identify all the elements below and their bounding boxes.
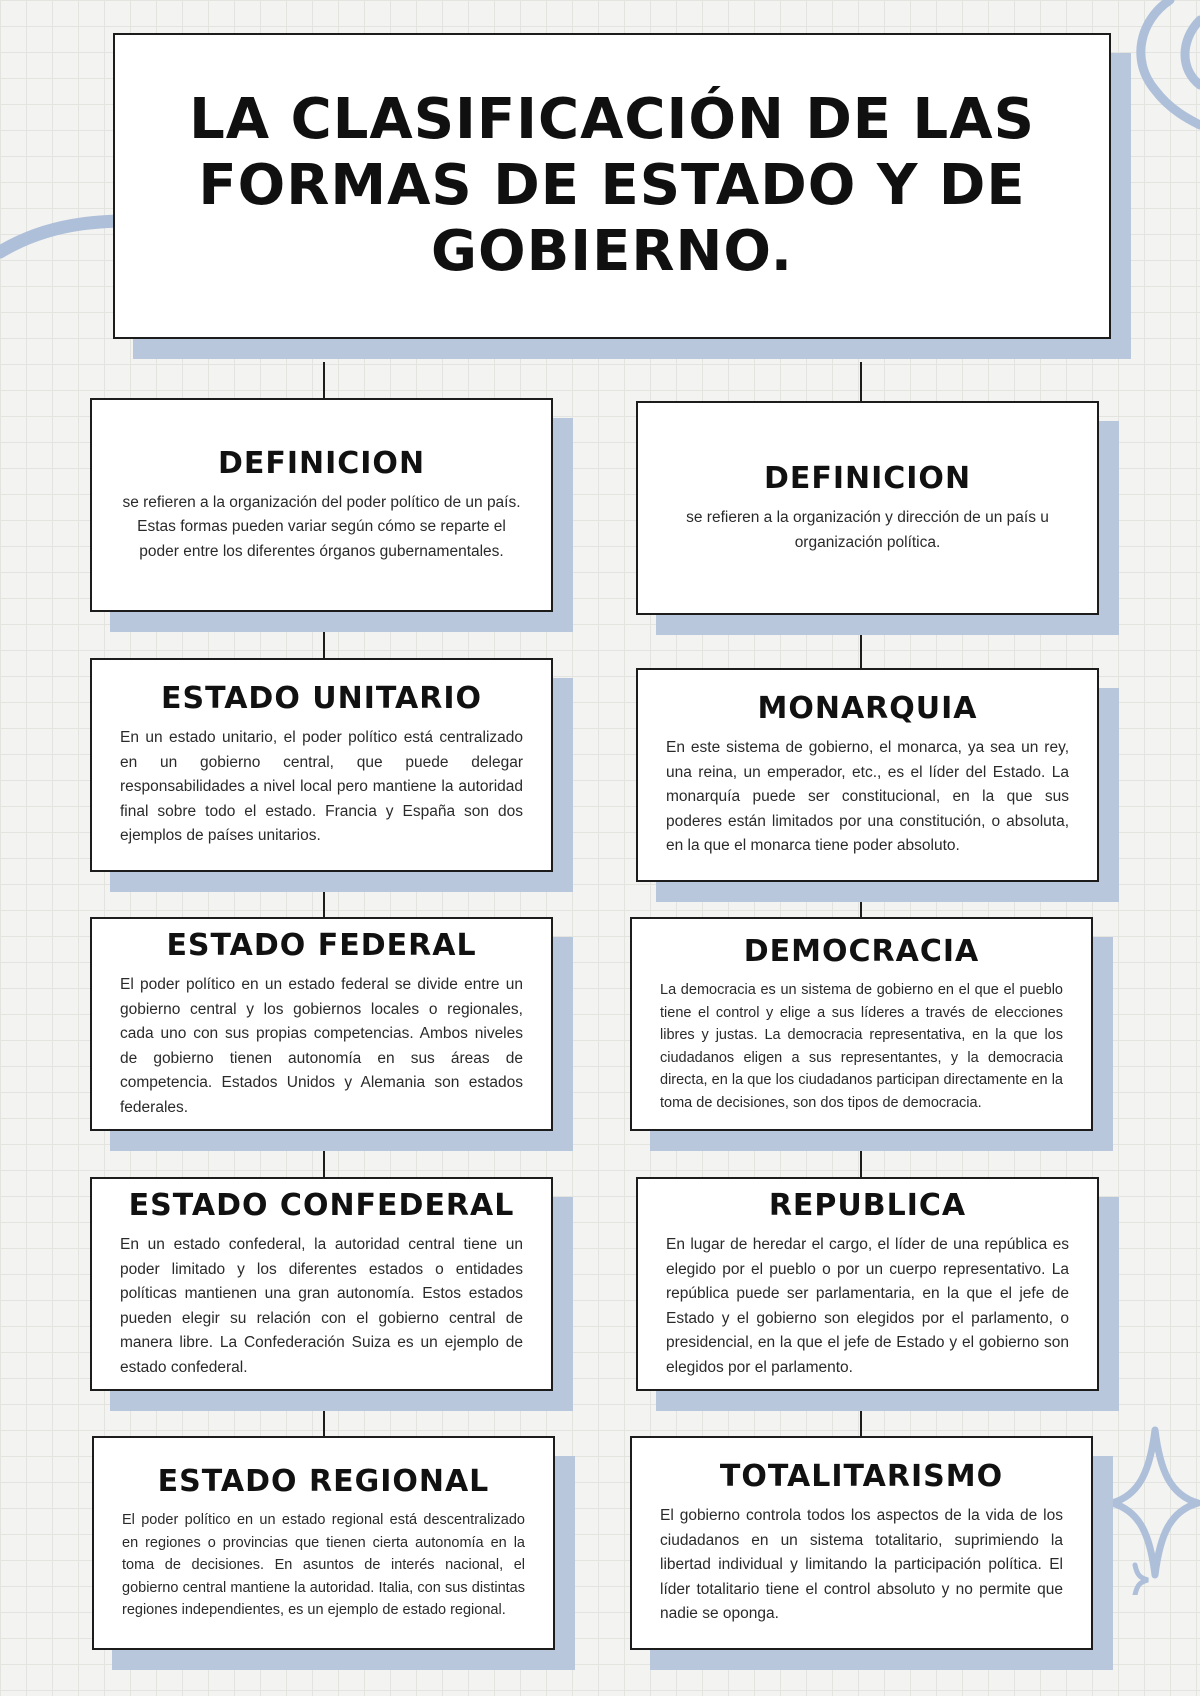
page-title: LA CLASIFICACIÓN DE LAS FORMAS DE ESTADO Y DE GOBIERNO.	[189, 87, 1035, 284]
card-text: En un estado confederal, la autoridad central tiene un poder limitado y los diferentes estados o entidades políticas mantienen una gran autonomía. Estos estados pueden elegir su relación con el gobierno central de manera libre. La Confederación Suiza es un ejemplo de estado confederal.	[120, 1236, 523, 1376]
card-republica	[636, 1177, 1099, 1391]
card-estado-regional	[92, 1436, 555, 1650]
card-text: se refieren a la organización del poder político de un país. Estas formas pueden variar según cómo se reparte el poder entre los diferentes órganos gubernamentales.	[122, 493, 521, 560]
card-text: El poder político en un estado regional está descentralizado en regiones o provincias que tienen cierta autonomía en la toma de decisiones. En asuntos de interés nacional, el gobierno central mantiene la autoridad. Italia, con sus distintas regiones independientes, es un ejemplo de estado regional.	[122, 1512, 525, 1619]
card-heading: DEFINICION	[217, 445, 426, 481]
card-heading: DEFINICION	[763, 461, 972, 496]
card-definicion-gobierno	[636, 401, 1099, 615]
card-heading: ESTADO CONFEDERAL	[128, 1188, 515, 1223]
sparkle-icon	[1110, 1425, 1200, 1595]
card-heading: MONARQUIA	[757, 691, 978, 727]
card-text: La democracia es un sistema de gobierno en el que el pueblo tiene el control y elige a sus líderes a través de elecciones libres y justas. La democracia representativa, en la que los ciudadanos eligen a sus representantes, y la democracia directa, en la que los ciudadanos participan directamente en la toma de decisiones, son dos tipos de democracia.	[660, 982, 1063, 1111]
card-estado-confederal	[90, 1177, 553, 1391]
card-estado-unitario	[90, 658, 553, 872]
card-text: En lugar de heredar el cargo, el líder de una república es elegido por el pueblo o por un cuerpo representativo. La república puede ser parlamentaria, en la que el jefe de Estado y el gobierno son elegidos por el parlamento, o presidencial, en la que el jefe de Estado y el gobierno son elegidos por el parlamento.	[666, 1236, 1069, 1376]
card-monarquia	[636, 668, 1099, 882]
card-definicion-estado	[90, 398, 553, 612]
swirl-icon	[1110, 0, 1200, 150]
card-text: El poder político en un estado federal se divide entre un gobierno central y los gobiernos locales o regionales, cada uno con sus propias competencias. Ambos niveles de gobierno tienen autonomía en sus áreas de competencia. Estados Unidos y Alemania son estados federales.	[120, 976, 523, 1116]
card-heading: ESTADO REGIONAL	[157, 1464, 490, 1500]
card-heading: ESTADO UNITARIO	[160, 681, 483, 717]
card-democracia	[630, 917, 1093, 1131]
card-text: En un estado unitario, el poder político está centralizado en un gobierno central, que puede delegar responsabilidades a nivel local pero mantiene la autoridad final sobre todo el estado. Francia y España son dos ejemplos de países unitarios.	[120, 729, 523, 845]
card-heading: TOTALITARISMO	[719, 1459, 1004, 1495]
card-estado-federal	[90, 917, 553, 1131]
card-text: En este sistema de gobierno, el monarca, ya sea un rey, una reina, un emperador, etc., es el líder del Estado. La monarquía puede ser constitucional, en la que sus poderes están limitados por una constitución, o absoluta, en la que el monarca tiene poder absoluto.	[666, 739, 1069, 855]
title-box	[113, 33, 1111, 339]
card-text: se refieren a la organización y dirección de un país u organización política.	[686, 509, 1049, 551]
card-heading: ESTADO FEDERAL	[166, 928, 477, 963]
card-totalitarismo	[630, 1436, 1093, 1650]
card-heading: DEMOCRACIA	[743, 934, 980, 969]
card-heading: REPUBLICA	[768, 1188, 967, 1223]
card-text: El gobierno controla todos los aspectos de la vida de los ciudadanos en un sistema totalitario, suprimiendo la libertad individual y limitando la participación política. El líder totalitario tiene el control absoluto y no permite que nadie se oponga.	[660, 1507, 1063, 1623]
